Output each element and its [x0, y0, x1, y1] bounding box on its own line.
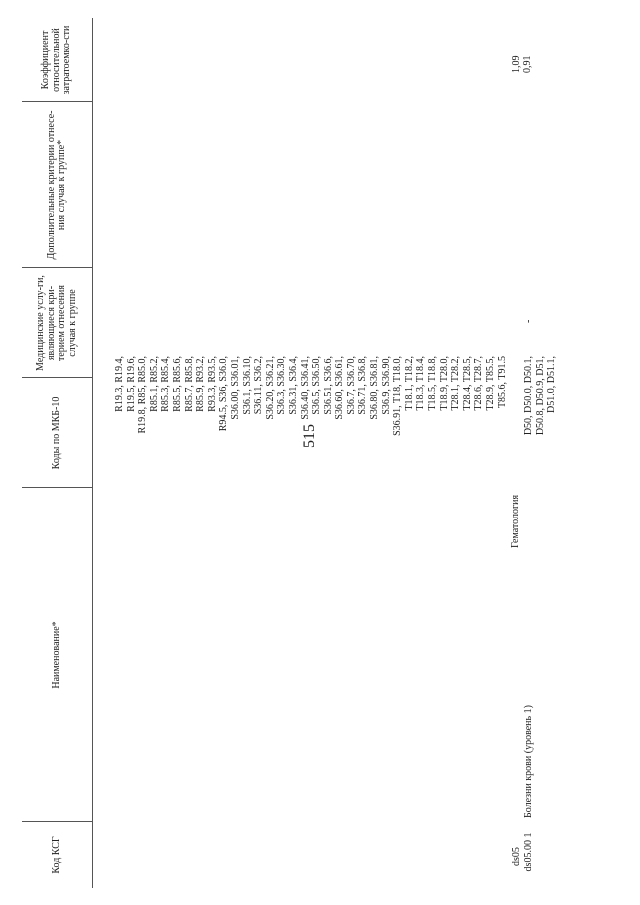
icd-code-line: S36.91, T18, T18.0, — [392, 356, 404, 436]
icd-code-line: D50.8, D50.9, D51, — [534, 356, 546, 436]
icd-code-line: T28.6, T28.7, — [473, 356, 485, 411]
icd-code-line: S36.5, S36.50, — [311, 356, 323, 415]
icd-code-line: R85.9, R93.2, — [195, 356, 207, 412]
icd-code-line: S36.80, S36.81, — [369, 356, 381, 420]
icd-code-line: R19.3, R19.4, — [114, 356, 125, 412]
header-coefficient: Коэффициент относительной затратоемко-сти — [40, 25, 73, 95]
icd-code-line: T28.4, T28.5, — [461, 356, 473, 411]
icd-code-line: S36.31, S36.4, — [287, 356, 299, 415]
icd-code-line: T18.1, T18.2, — [403, 356, 415, 411]
header-criteria: Дополнительные критерии отнесе-ния случая к группе* — [45, 110, 67, 260]
icd-code-line: R19.5, R19.6, — [125, 356, 137, 412]
icd-code-line: S36.51, S36.6, — [322, 356, 334, 415]
icd-code-line: R85.5, R85.6, — [171, 356, 183, 412]
icd-code-line: T18.3, T18.4, — [415, 356, 427, 411]
icd-code-line: R85.1, R85.2, — [148, 356, 160, 412]
icd-code-line: T28.9, T85.5, — [485, 356, 496, 411]
icd-code-line: S36.1, S36.10, — [241, 356, 253, 415]
header-name: Наименование* — [50, 621, 62, 689]
row-icd-codes — [523, 356, 558, 536]
header-code: Код КСГ — [50, 836, 62, 874]
header-icd-codes: Коды по МКБ-10 — [50, 396, 62, 470]
row-name: Болезни крови (уровень 1) — [523, 705, 534, 818]
rotated-table — [22, 18, 622, 888]
icd-code-line: T18.5, T18.8, — [427, 356, 439, 411]
icd-code-line: D51.0, D51.1, — [546, 356, 558, 413]
icd-code-line: S36.9, S36.90, — [380, 356, 392, 415]
icd-code-line: S36.40, S36.41, — [299, 356, 311, 420]
icd-code-line: S36.20, S36.21, — [264, 356, 276, 420]
icd-code-line: R85.3, R85.4, — [160, 356, 172, 412]
icd-code-line: R85.7, R85.8, — [183, 356, 195, 412]
section-coefficient: 1,09 — [511, 55, 522, 73]
icd-code-line: S36.3, S36.30, — [276, 356, 288, 415]
row-code: ds05.00 1 — [523, 832, 534, 872]
row-services: - — [523, 319, 534, 323]
icd-code-line: S36.60, S36.61, — [334, 356, 346, 420]
row-coefficient: 0,91 — [522, 55, 533, 73]
header-services: Медицинские услу-ги, являющиеся кри-терием отнесения случая к группе — [35, 275, 78, 371]
icd-code-line: T28.1, T28.2, — [450, 356, 462, 411]
icd-code-line: S36.11, S36.2, — [253, 356, 265, 415]
icd-code-line: S36.7, S36.70, — [345, 356, 357, 415]
section-name: Гематология — [510, 494, 521, 548]
icd-code-line: S36.71, S36.8, — [357, 356, 369, 415]
icd-code-line: R94.5, S36, S36.0, — [218, 356, 230, 432]
icd-code-line: T85.6, T91.5 — [496, 356, 508, 409]
icd-code-line: R93.3, R93.5, — [206, 356, 218, 412]
page-number: 515 — [301, 424, 318, 448]
icd-codes-list — [114, 356, 508, 536]
header-bottom-rule — [92, 18, 93, 888]
icd-code-line: S36.00, S36.01, — [229, 356, 241, 420]
icd-code-line: R19.8, R85, R85.0, — [137, 356, 149, 434]
icd-code-line: D50, D50.0, D50.1, — [523, 356, 534, 436]
icd-code-line: T18.9, T28.0, — [438, 356, 450, 411]
section-code: ds05 — [511, 847, 522, 866]
